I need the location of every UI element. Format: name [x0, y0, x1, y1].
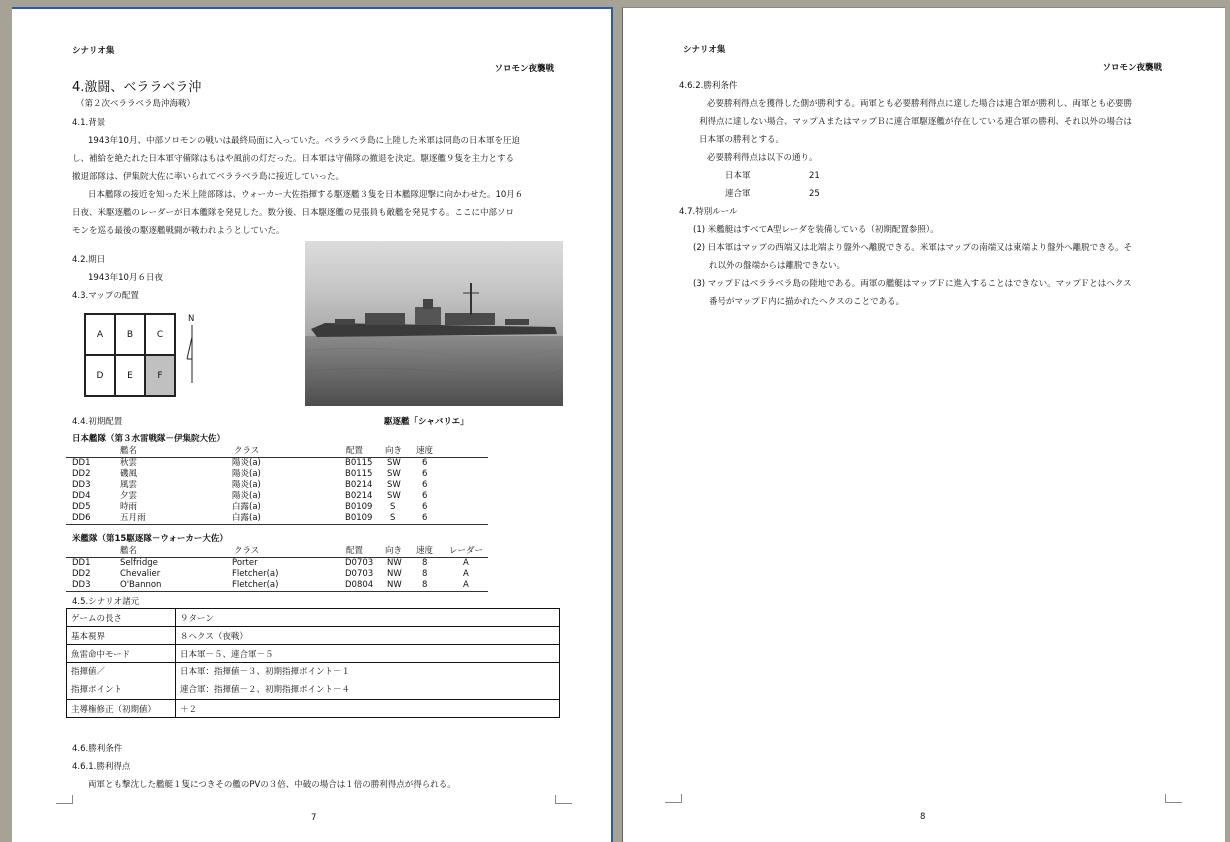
document-page-7: [12, 7, 613, 842]
north-arrow-icon: [184, 323, 200, 385]
ship-position: D0703: [345, 558, 374, 568]
vp-value: 21: [809, 171, 820, 181]
ship-heading: SW: [387, 469, 401, 479]
destroyer-photo: [305, 241, 563, 406]
ship-position: B0115: [345, 469, 373, 479]
paragraph-line: 日夜、米駆逐艦のレーダーが日本艦隊を発見した。数分後、日本駆逐艦の見張員も敵艦を発見する。ここに中部ソロ: [72, 208, 515, 218]
vp-side: 連合軍: [725, 189, 751, 199]
table-key: 基本視界: [67, 627, 176, 645]
ship-heading: S: [390, 513, 396, 523]
paragraph-line: 必要勝利得点を獲得した側が勝利する。両軍とも必要勝利得点に達した場合は連合軍が勝利し、両軍とも必要勝: [707, 99, 1133, 109]
page-title: 4.激闘、ベララベラ沖: [72, 80, 202, 95]
table-value: ８ヘクス（夜戦）: [176, 627, 560, 645]
ship-class: 陽炎(a): [232, 458, 261, 468]
ship-speed: 6: [422, 458, 428, 468]
table-row: [67, 609, 560, 627]
ship-position: B0115: [345, 458, 373, 468]
table-key-line: 指揮ポイント: [71, 685, 123, 695]
table-value: ＋２: [176, 700, 560, 718]
table-key: ゲームの長さ: [67, 609, 176, 627]
margin-mark: [1165, 794, 1182, 803]
us-fleet-title: 米艦隊（第15駆逐隊－ウォーカー大佐）: [72, 534, 228, 544]
date-text: 1943年10月６日夜: [88, 273, 163, 283]
jp-fleet-title: 日本艦隊（第３水雷戦隊－伊集院大佐）: [72, 434, 226, 444]
column-header: 艦名: [120, 446, 138, 456]
section-4-2-heading: 4.2.期日: [72, 255, 106, 265]
ship-name: 夕雲: [120, 491, 138, 501]
ship-position: D0703: [345, 569, 374, 579]
ship-heading: SW: [387, 480, 401, 490]
ship-radar: A: [463, 580, 469, 590]
map-cell-d: D: [85, 355, 115, 396]
ship-radar: A: [463, 558, 469, 568]
ship-heading: SW: [387, 491, 401, 501]
margin-mark: [555, 795, 572, 804]
page-number: 8: [920, 812, 926, 822]
paragraph-line: モンを巡る最後の駆逐艦戦闘が戦われようとしていた。: [72, 226, 285, 236]
ship-name: 風雲: [120, 480, 138, 490]
ship-name: Chevalier: [120, 569, 161, 579]
paragraph-line: 両軍とも撃沈した艦艇１隻につきその艦のPVの３倍、中破の場合は１倍の勝利得点が得られる。: [88, 780, 456, 790]
subtitle: （第２次ベララベラ島沖海戦）: [76, 99, 196, 109]
ship-heading: NW: [387, 558, 402, 568]
column-header: 配置: [346, 446, 364, 456]
margin-mark: [665, 794, 682, 803]
ship-class: 白露(a): [232, 513, 261, 523]
ship-heading: S: [390, 502, 396, 512]
ship-id: DD5: [72, 502, 91, 512]
vp-value: 25: [809, 189, 820, 199]
column-header: 艦名: [120, 546, 138, 556]
ship-id: DD1: [72, 558, 91, 568]
ship-class: Fletcher(a): [232, 569, 279, 579]
ship-speed: 6: [422, 513, 428, 523]
rule-line: れ以外の盤端からは離脱できない。: [709, 261, 846, 271]
section-4-5-heading: 4.5.シナリオ諸元: [72, 597, 140, 607]
ship-name: Selfridge: [120, 558, 158, 568]
table-key-line: 指揮値／: [71, 667, 106, 677]
rule-line: 番号がマップＦ内に描かれたヘクスのことである。: [709, 297, 905, 307]
rule-line: (2) 日本軍はマップの西端又は北端より盤外へ離脱できる。米軍はマップの南端又は東端より盤外へ離脱できる。そ: [693, 243, 1133, 253]
ship-position: B0214: [345, 480, 373, 490]
map-cell-e: E: [115, 355, 145, 396]
column-header: クラス: [234, 546, 260, 556]
column-header: 向き: [385, 446, 403, 456]
ship-position: B0109: [345, 502, 373, 512]
ship-name: 時雨: [120, 502, 138, 512]
ship-class: Fletcher(a): [232, 580, 279, 590]
column-header: レーダー: [449, 546, 484, 556]
header-right: ソロモン夜襲戦: [494, 64, 554, 74]
column-header: 配置: [346, 546, 364, 556]
table-row: [67, 663, 560, 700]
ship-heading: SW: [387, 458, 401, 468]
map-cell-c: C: [145, 314, 175, 355]
column-header: 速度: [416, 546, 434, 556]
rule-line: (3) マップＦはベララベラ島の陸地である。両軍の艦艇はマップＦに進入することはできない。マップＦとはヘクス: [693, 279, 1132, 289]
paragraph-line: 日本艦隊の接近を知った米上陸部隊は、ウォーカー大佐指揮する駆逐艦３隻を日本艦隊迎撃に向かわせた。10月６: [88, 190, 524, 200]
table-value: [176, 663, 560, 700]
map-cell-b: B: [115, 314, 145, 355]
ship-name: O'Bannon: [120, 580, 162, 590]
table-rule: [66, 524, 488, 525]
table-value-line: 連合軍：指揮値－２、初期指揮ポイント－４: [180, 685, 351, 695]
vp-side: 日本軍: [725, 171, 751, 181]
table-key: [67, 663, 176, 700]
ship-radar: A: [463, 569, 469, 579]
section-4-7-heading: 4.7.特別ルール: [679, 207, 738, 217]
ship-id: DD2: [72, 569, 91, 579]
map-cell-f: F: [145, 355, 175, 396]
ship-class: 陽炎(a): [232, 491, 261, 501]
ship-id: DD4: [72, 491, 91, 501]
ship-speed: 8: [422, 580, 428, 590]
ship-id: DD6: [72, 513, 91, 523]
paragraph-line: 必要勝利得点は以下の通り。: [707, 153, 818, 163]
section-4-6-heading: 4.6.勝利条件: [72, 744, 123, 754]
column-header: クラス: [234, 446, 260, 456]
ship-class: 陽炎(a): [232, 480, 261, 490]
photo-caption: 駆逐艦「シャバリエ」: [384, 417, 469, 427]
section-4-6-1-heading: 4.6.1.勝利得点: [72, 762, 131, 772]
ship-heading: NW: [387, 569, 402, 579]
section-4-3-heading: 4.3.マップの配置: [72, 291, 139, 301]
ship-name: 秋雲: [120, 458, 138, 468]
header-right: ソロモン夜襲戦: [1102, 63, 1162, 73]
ship-name: 磯風: [120, 469, 138, 479]
section-4-1-heading: 4.1.背景: [72, 118, 106, 128]
table-value-line: 日本軍：指揮値－３、初期指揮ポイント－１: [180, 667, 351, 677]
header-left: シナリオ集: [72, 46, 115, 56]
column-header: 速度: [416, 446, 434, 456]
ship-id: DD2: [72, 469, 91, 479]
paragraph-line: し、補給を絶たれた日本軍守備隊はもはや風前の灯だった。日本軍は守備隊の撤退を決定。駆逐艦９隻を主力とする: [72, 154, 515, 164]
paragraph-line: 1943年10月、中部ソロモンの戦いは最終局面に入っていた。ベララベラ島に上陸した米軍は同島の日本軍を圧迫: [88, 136, 520, 146]
ship-position: D0804: [345, 580, 374, 590]
table-row: [67, 627, 560, 645]
scenario-table: [66, 608, 560, 718]
paragraph-line: 日本軍の勝利とする。: [699, 135, 785, 145]
ship-id: DD3: [72, 480, 91, 490]
ship-position: B0109: [345, 513, 373, 523]
ship-position: B0214: [345, 491, 373, 501]
ship-speed: 6: [422, 491, 428, 501]
map-layout-grid: [84, 313, 176, 397]
ship-name: 五月雨: [120, 513, 146, 523]
ship-speed: 8: [422, 558, 428, 568]
ship-class: 陽炎(a): [232, 469, 261, 479]
margin-mark: [56, 795, 73, 804]
map-cell-a: A: [85, 314, 115, 355]
table-row: [67, 700, 560, 718]
ship-id: DD1: [72, 458, 91, 468]
header-left: シナリオ集: [683, 45, 726, 55]
ship-class: 白露(a): [232, 502, 261, 512]
ship-speed: 8: [422, 569, 428, 579]
section-4-6-2-heading: 4.6.2.勝利条件: [679, 81, 738, 91]
table-row: [67, 645, 560, 663]
north-label: N: [188, 314, 195, 324]
paragraph-line: 撤退部隊は、伊集院大佐に率いられてベララベラ島に接近していった。: [72, 172, 345, 182]
table-rule: [66, 591, 488, 592]
paragraph-line: 利得点に達しない場合、マップＡまたはマップＢに連合軍駆逐艦が存在している連合軍の勝利、それ以外の場合は: [699, 117, 1132, 127]
column-header: 向き: [385, 546, 403, 556]
rule-line: (1) 米艦艇はすべてA型レーダを装備している（初期配置参照）。: [693, 225, 939, 235]
ship-speed: 6: [422, 480, 428, 490]
table-key: 主導権修正（初期値）: [67, 700, 176, 718]
document-page-8: [622, 7, 1225, 842]
ship-heading: NW: [387, 580, 402, 590]
table-value: 日本軍－５、連合軍－５: [176, 645, 560, 663]
ship-class: Porter: [232, 558, 258, 568]
page-number: 7: [311, 813, 317, 823]
table-value: ９ターン: [176, 609, 560, 627]
ship-id: DD3: [72, 580, 91, 590]
section-4-4-heading: 4.4.初期配置: [72, 417, 123, 427]
ship-speed: 6: [422, 469, 428, 479]
table-key: 魚雷命中モード: [67, 645, 176, 663]
ship-speed: 6: [422, 502, 428, 512]
